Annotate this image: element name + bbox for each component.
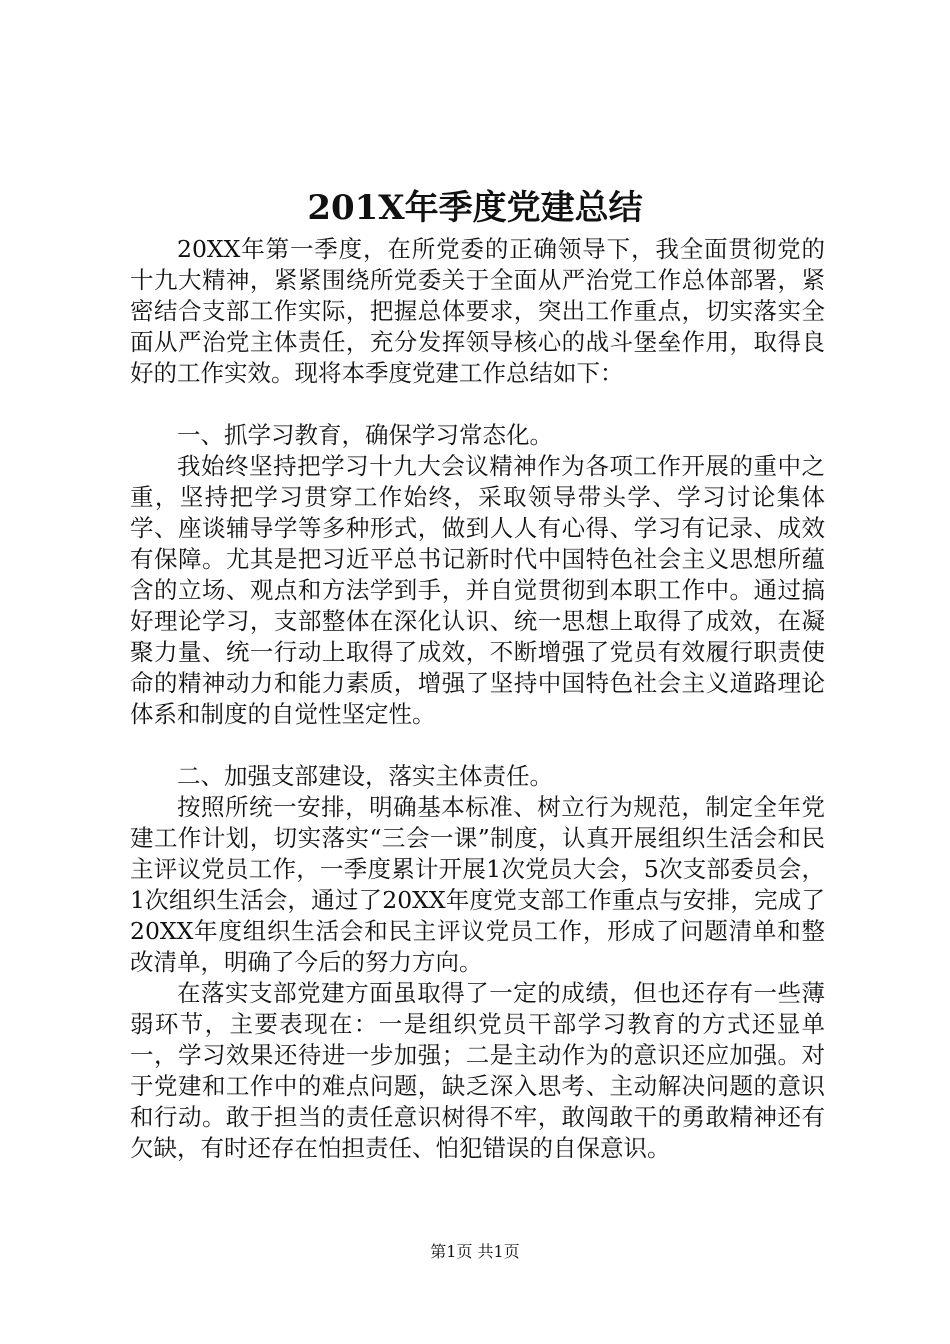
page-footer: 第1页 共1页 (430, 1242, 520, 1261)
paragraph-gap (130, 730, 825, 761)
section2-paragraph-1: 按照所统一安排，明确基本标准、树立行为规范，制定全年党建工作计划，切实落实“三会一课”制度，认真开展组织生活会和民主评议党员工作，一季度累计开展1次党员大会，5次支部委员会，1次组织生活会，通过了20XX年度党支部工作重点与安排，完成了20XX年度组织生活会和民主评议党员工作，形成了问题清单和整改清单，明确了今后的努力方向。 (130, 793, 825, 976)
section1-paragraph: 我始终坚持把学习十九大会议精神作为各项工作开展的重中之重，坚持把学习贯穿工作始终，采取领导带头学、学习讨论集体学、座谈辅导学等多种形式，做到人人有心得、学习有记录、成效有保障。尤其是把习近平总书记新时代中国特色社会主义思想所蕴含的立场、观点和方法学到手，并自觉贯彻到本职工作中。通过搞好理论学习，支部整体在深化认识、统一思想上取得了成效，在凝聚力量、统一行动上取得了成效，不断增强了党员有效履行职责使命的精神动力和能力素质，增强了坚持中国特色社会主义道路理论体系和制度的自觉性坚定性。 (130, 452, 825, 728)
document-title: 201X年季度党建总结 (307, 188, 643, 228)
document-body (130, 234, 825, 1164)
intro-paragraph: 20XX年第一季度，在所党委的正确领导下，我全面贯彻党的十九大精神，紧紧围绕所党委关于全面从严治党工作总体部署，紧密结合支部工作实际，把握总体要求，突出工作重点，切实落实全面从严治党主体责任，充分发挥领导核心的战斗堡垒作用，取得良好的工作实效。现将本季度党建工作总结如下： (130, 235, 825, 387)
section2-heading: 二、加强支部建设，落实主体责任。 (177, 762, 553, 790)
section2-paragraph-2: 在落实支部党建方面虽取得了一定的成绩，但也还存有一些薄弱环节，主要表现在：一是组织党员干部学习教育的方式还显单一，学习效果还待进一步加强；二是主动作为的意识还应加强。对于党建和工作中的难点问题，缺乏深入思考、主动解决问题的意识和行动。敢于担当的责任意识树得不牢，敢闯敢干的勇敢精神还有欠缺，有时还存在怕担责任、怕犯错误的自保意识。 (130, 979, 825, 1162)
section1-heading: 一、抓学习教育，确保学习常态化。 (177, 421, 553, 449)
paragraph-gap (130, 389, 825, 420)
